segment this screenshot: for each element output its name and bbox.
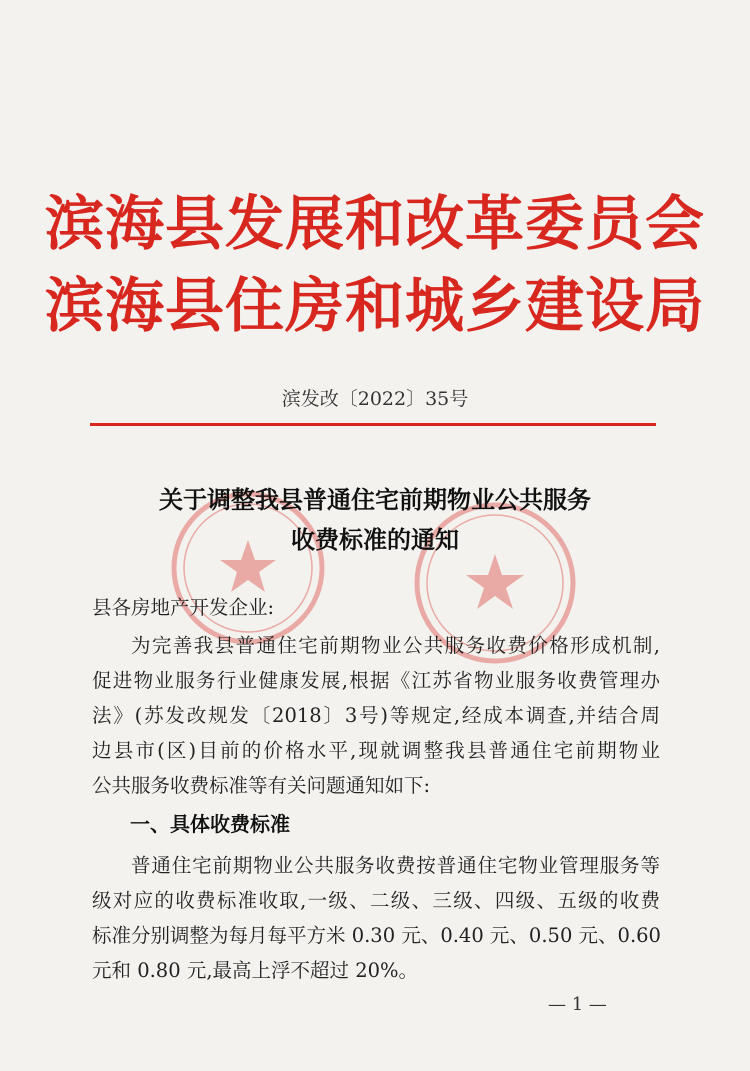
para1-line: 为完善我县普通住宅前期物业公共服务收费价格形成机制, (131, 634, 660, 657)
section-heading: 一、具体收费标准 (130, 812, 290, 836)
notice-title-line2: 收费标准的通知 (291, 525, 459, 554)
para2-line: 元和 0.80 元,最高上浮不超过 20%。 (92, 959, 419, 982)
para2-line: 级对应的收费标准收取,一级、二级、三级、四级、五级的收费 (92, 889, 660, 912)
red-divider (90, 423, 656, 426)
issuing-org-line2: 滨海县住房和城乡建设局 (44, 271, 705, 340)
para1-line: 法》(苏发改规发〔2018〕3号)等规定,经成本调查,并结合周 (92, 704, 660, 727)
para1-line: 促进物业服务行业健康发展,根据《江苏省物业服务收费管理办 (92, 669, 660, 692)
para1-line: 边县市(区)目前的价格水平,现就调整我县普通住宅前期物业 (92, 739, 660, 762)
para2-line: 普通住宅前期物业公共服务收费按普通住宅物业管理服务等 (131, 854, 660, 877)
para1-line: 公共服务收费标准等有关问题通知如下: (92, 774, 431, 797)
salutation: 县各房地产开发企业: (92, 596, 275, 619)
para2-line: 标准分别调整为每月每平方米 0.30 元、0.40 元、0.50 元、0.60 (92, 924, 661, 947)
issuing-org-line1: 滨海县发展和改革委员会 (44, 189, 705, 258)
document-number: 滨发改〔2022〕35号 (281, 388, 469, 410)
notice-title-line1: 关于调整我县普通住宅前期物业公共服务 (159, 485, 591, 514)
page-number: — 1 — (548, 994, 607, 1015)
